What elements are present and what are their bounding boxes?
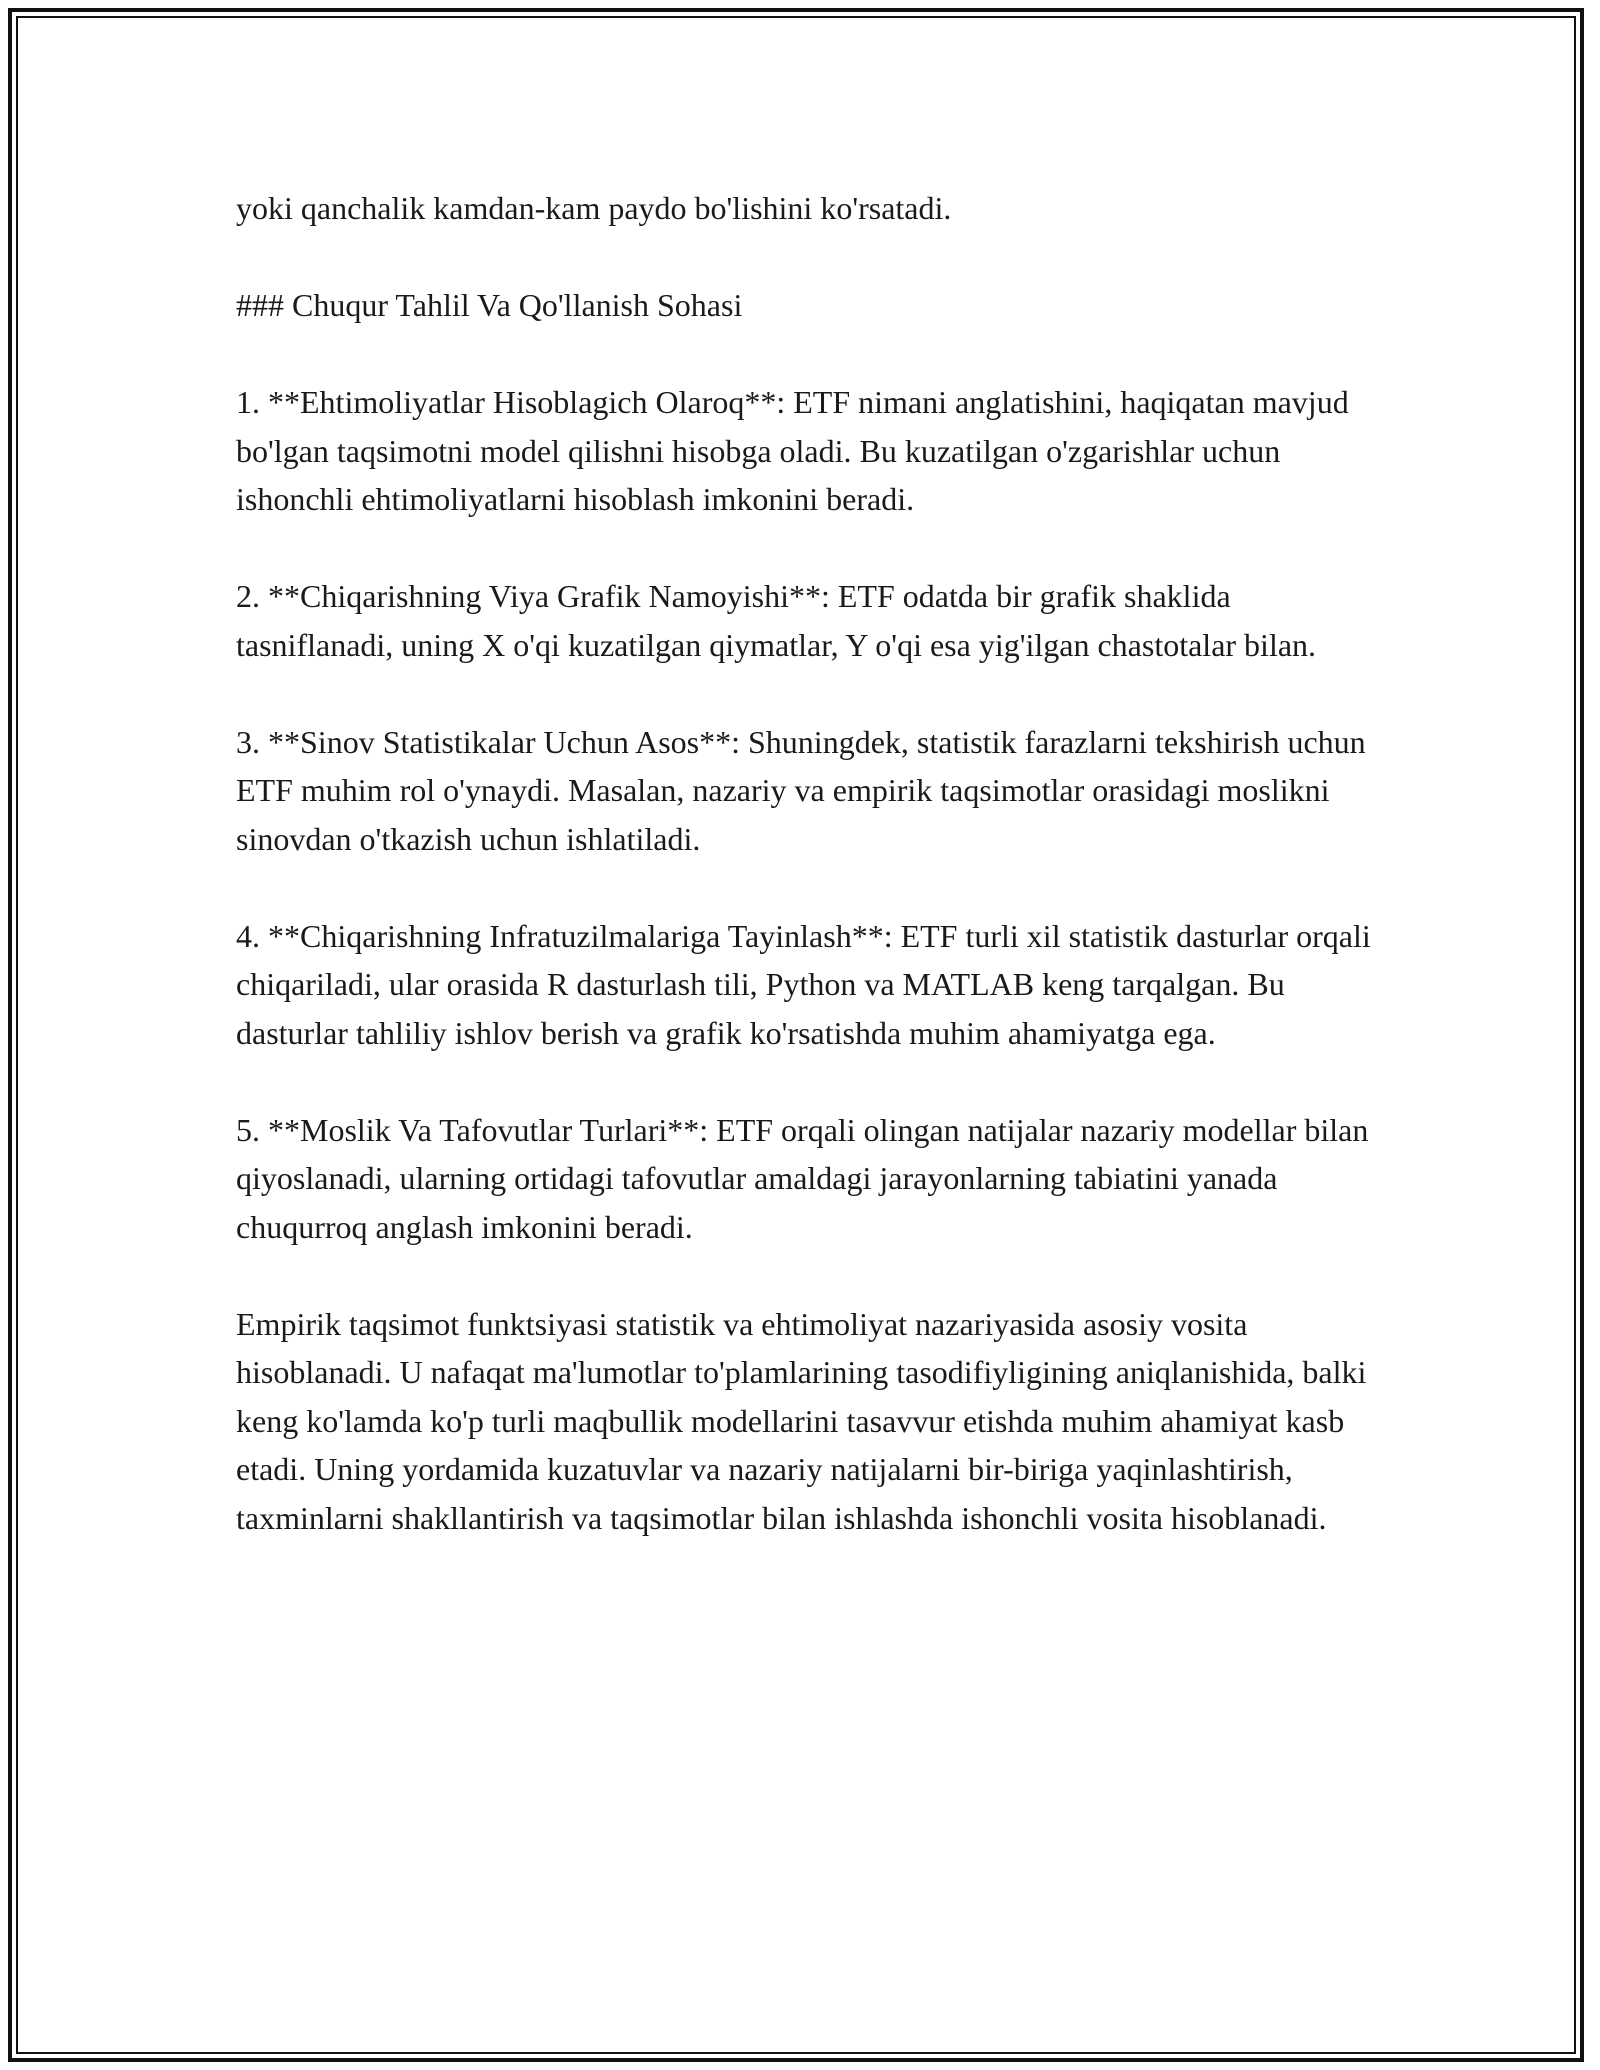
list-item-2: 2. **Chiqarishning Viya Grafik Namoyishi**: ETF odatda bir grafik shaklida tasniflanadi, uning X o'qi kuzatilgan qiymatlar, Y o'qi esa yig'ilgan chastotalar bilan.	[236, 578, 1317, 663]
list-item-1: 1. **Ehtimoliyatlar Hisoblagich Olaroq**: ETF nimani anglatishini, haqiqatan mavjud bo'lgan taqsimotni model qilishni hisobga oladi. Bu kuzatilgan o'zgarishlar uchun ishonchli ehtimoliyatlarni hisoblash imkonini beradi.	[236, 384, 1349, 517]
list-item-3: 3. **Sinov Statistikalar Uchun Asos**: Shuningdek, statistik farazlarni tekshirish uchun ETF muhim rol o'ynaydi. Masalan, nazariy va empirik taqsimotlar orasidagi moslikni sinovdan o'tkazish uchun ishlatiladi.	[236, 723, 1366, 857]
list-item-5: 5. **Moslik Va Tafovutlar Turlari**: ETF orqali olingan natijalar nazariy modellar bilan qiyoslanadi, ularning ortidagi tafovutlar amaldagi jarayonlarning tabiatini yanada chuqurroq anglash imkonini beradi.	[236, 1111, 1369, 1245]
list-item-4: 4. **Chiqarishning Infratuzilmalariga Tayinlash**: ETF turli xil statistik dasturlar orqali chiqariladi, ular orasida R dasturlash tili, Python va MATLAB keng tarqalgan. Bu dasturlar tahliliy ishlov berish va grafik ko'rsatishda muhim ahamiyatga ega.	[236, 917, 1371, 1051]
paragraph-continuation: yoki qanchalik kamdan-kam paydo bo'lishini ko'rsatadi.	[236, 190, 952, 226]
section-heading: ### Chuqur Tahlil Va Qo'llanish Sohasi	[236, 287, 743, 323]
conclusion-paragraph: Empirik taqsimot funktsiyasi statistik va ehtimoliyat nazariyasida asosiy vosita hisoblanadi. U nafaqat ma'lumotlar to'plamlarining tasodifiyligining aniqlanishida, balki keng ko'lamda ko'p turli maqbullik modellarini tasavvur etishda muhim ahamiyat kasb etadi. Uning yordamida kuzatuvlar va nazariy natijalarni bir-biriga yaqinlashtirish, taxminlarni shakllantirish va taqsimotlar bilan ishlashda ishonchli vosita hisoblanadi.	[236, 1305, 1367, 1536]
document-body	[236, 184, 1376, 1542]
